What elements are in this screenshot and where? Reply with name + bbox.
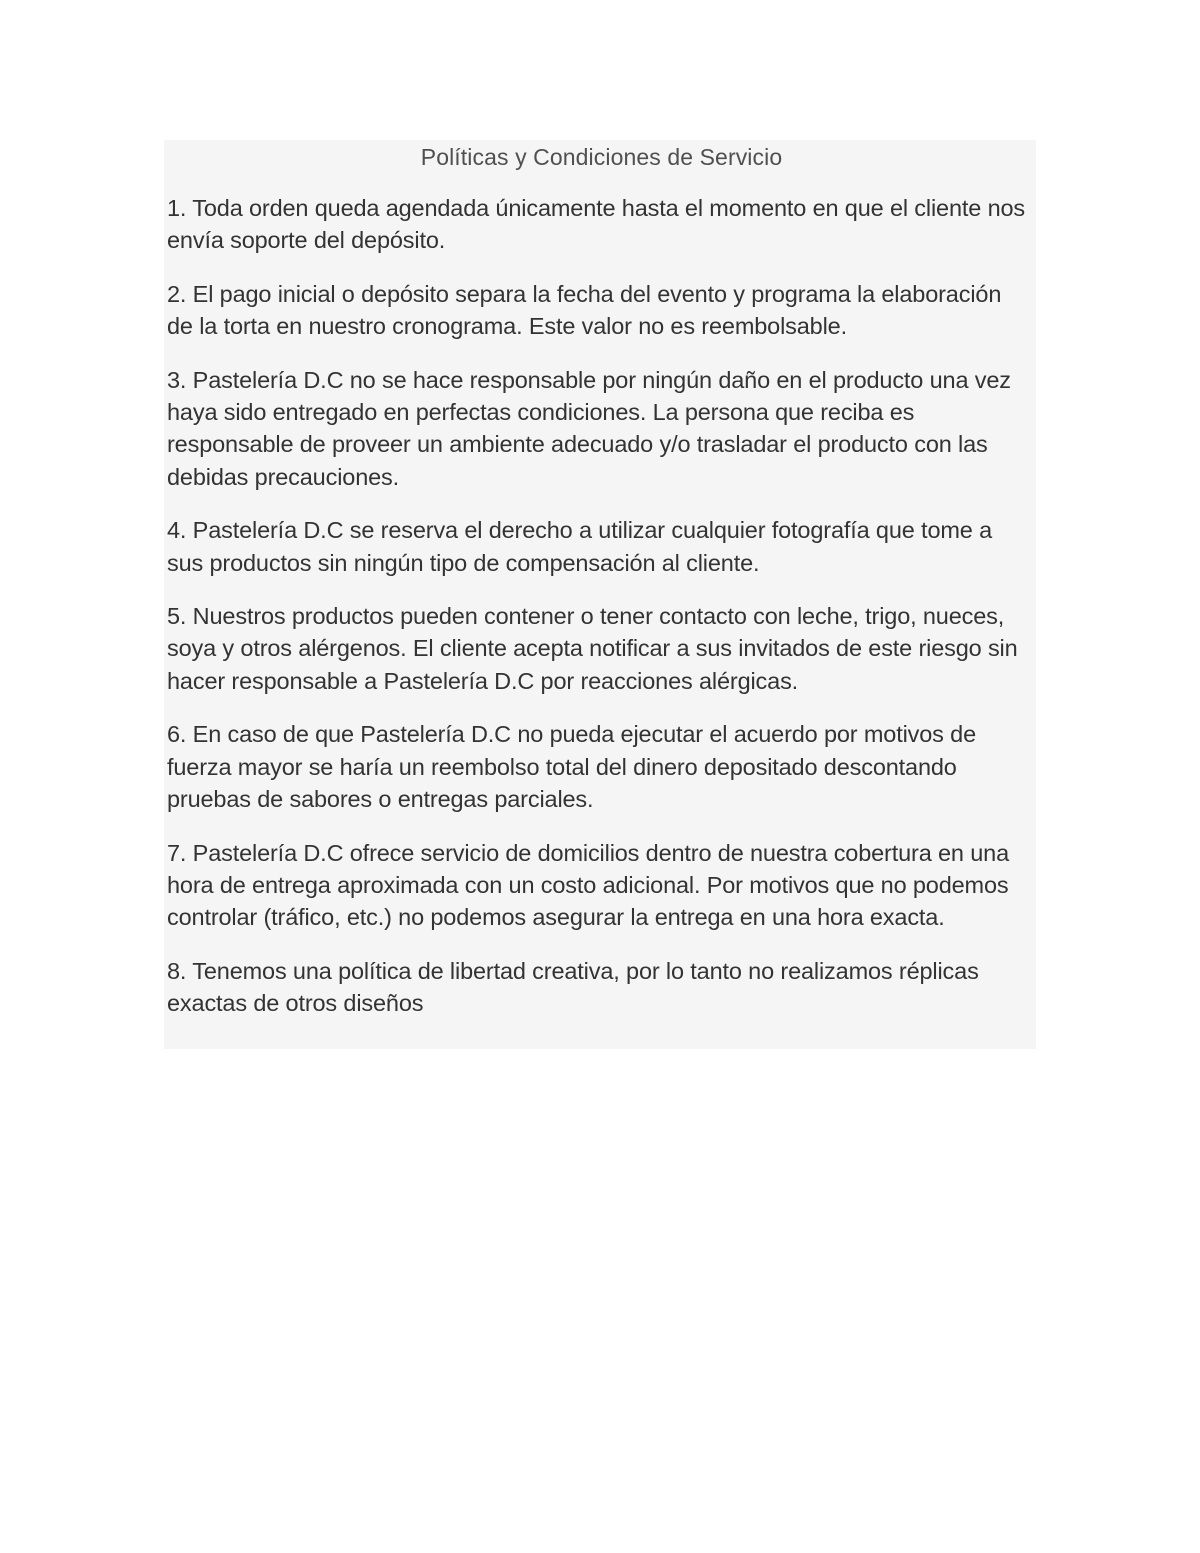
policy-box <box>164 140 1036 1049</box>
policy-item-7: 7. Pastelería D.C ofrece servicio de domicilios dentro de nuestra cobertura en una hora de entrega aproximada con un costo adicional. Por motivos que no podemos controlar (tráfico, etc.) no podemos asegurar la entrega en una hora exacta. <box>167 839 1009 931</box>
policy-item-1: 1. Toda orden queda agendada únicamente hasta el momento en que el cliente nos envía soporte del depósito. <box>167 195 1026 254</box>
policy-item-4: 4. Pastelería D.C se reserva el derecho a utilizar cualquier fotografía que tome a sus productos sin ningún tipo de compensación al cliente. <box>167 517 993 576</box>
policy-item-5: 5. Nuestros productos pueden contener o tener contacto con leche, trigo, nueces, soya y otros alérgenos. El cliente acepta notificar a sus invitados de este riesgo sin hacer responsable a Pastelería D.C por reacciones alérgicas. <box>167 603 1018 694</box>
policy-list <box>167 192 1036 1020</box>
policy-item-8: 8. Tenemos una política de libertad creativa, por lo tanto no realizamos réplicas exactas de otros diseños <box>167 957 979 1017</box>
policy-item-2: 2. El pago inicial o depósito separa la fecha del evento y programa la elaboración de la torta en nuestro cronograma. Este valor no es reembolsable. <box>167 280 1002 340</box>
page-title: Políticas y Condiciones de Servicio <box>420 144 783 170</box>
policy-item-6: 6. En caso de que Pastelería D.C no pueda ejecutar el acuerdo por motivos de fuerza mayor se haría un reembolso total del dinero depositado descontando pruebas de sabores o entregas parciales. <box>167 721 976 813</box>
policy-item-3: 3. Pastelería D.C no se hace responsable por ningún daño en el producto una vez haya sido entregado en perfectas condiciones. La persona que reciba es responsable de proveer un ambiente adecuado y/o trasladar el producto con las debidas precauciones. <box>167 366 1011 490</box>
